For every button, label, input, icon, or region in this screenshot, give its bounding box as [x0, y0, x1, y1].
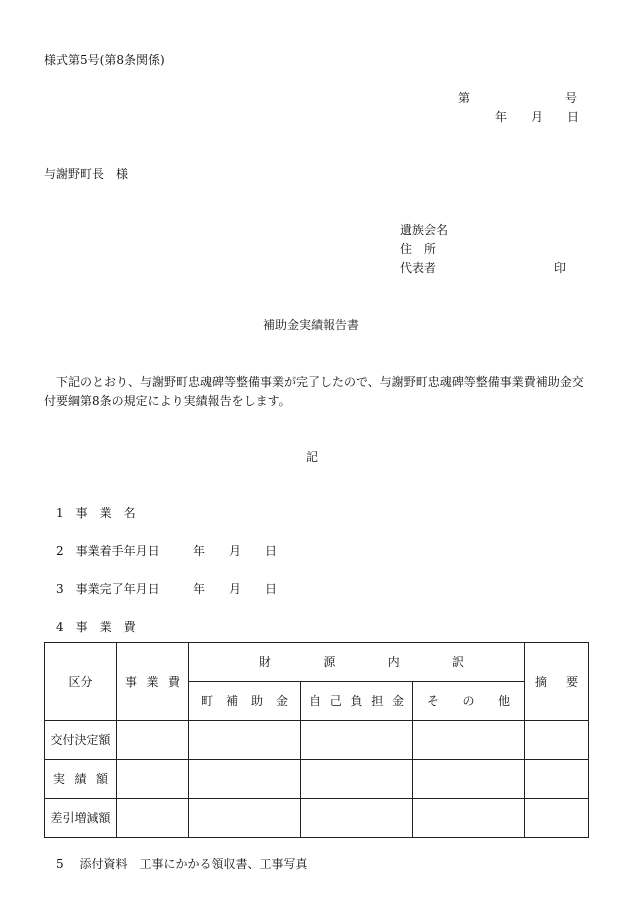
- table-cell: [525, 799, 589, 838]
- item-project-name: 1 事 業 名: [56, 506, 136, 520]
- applicant-rep-label: 代表者: [400, 261, 437, 275]
- cost-table: [44, 642, 589, 838]
- table-cell: [117, 799, 189, 838]
- header-project-cost: 事 業 費: [117, 643, 189, 721]
- applicant-address-label: 住 所: [400, 242, 437, 256]
- document-title: 補助金実績報告書: [263, 318, 360, 332]
- item-completion-date: 3 事業完了年月日: [56, 582, 160, 596]
- doc-number-go: 号: [565, 91, 578, 105]
- table-cell: [413, 721, 525, 760]
- ki-heading: 記: [306, 450, 319, 464]
- table-cell: [301, 799, 413, 838]
- table-cell: [525, 760, 589, 799]
- header-other: そ の 他: [413, 682, 525, 721]
- table-row: [45, 799, 589, 838]
- end-day: 日: [265, 582, 278, 596]
- table-cell: [301, 760, 413, 799]
- header-self-burden: 自 己 負 担 金: [301, 682, 413, 721]
- table-cell: [413, 760, 525, 799]
- table-cell: [117, 760, 189, 799]
- header-town-subsidy: 町 補 助 金: [189, 682, 301, 721]
- header-kubun: 区分: [45, 643, 117, 721]
- table-cell: [413, 799, 525, 838]
- applicant-org-label: 遺族会名: [400, 223, 449, 237]
- header-funding-breakdown: 財 源 内 訳: [189, 643, 525, 682]
- addressee: 与謝野町長 様: [44, 167, 129, 181]
- table-cell: [117, 721, 189, 760]
- table-cell: [189, 799, 301, 838]
- table-row: [45, 760, 589, 799]
- body-text-line1: 下記のとおり、与謝野町忠魂碑等整備事業が完了したので、与謝野町忠魂碑等整備事業費補助金交: [56, 375, 584, 389]
- row-label-difference: 差引増減額: [45, 799, 117, 838]
- table-cell: [189, 760, 301, 799]
- date-day: 日: [567, 110, 580, 124]
- table-row: [45, 721, 589, 760]
- row-label-decision-amount: 交付決定額: [45, 721, 117, 760]
- table-cell: [301, 721, 413, 760]
- seal-mark: 印: [554, 261, 567, 275]
- end-month: 月: [229, 582, 242, 596]
- table-cell: [525, 721, 589, 760]
- start-day: 日: [265, 544, 278, 558]
- row-label-actual-amount: 実 績 額: [45, 760, 117, 799]
- doc-number-dai: 第: [458, 91, 471, 105]
- form-label: 様式第5号(第8条関係): [44, 53, 165, 67]
- date-year: 年: [495, 110, 508, 124]
- date-month: 月: [531, 110, 544, 124]
- end-year: 年: [193, 582, 206, 596]
- header-remarks: 摘 要: [525, 643, 589, 721]
- table-cell: [189, 721, 301, 760]
- body-text-line2: 付要綱第8条の規定により実績報告をします。: [44, 394, 291, 408]
- start-year: 年: [193, 544, 206, 558]
- item-start-date: 2 事業着手年月日: [56, 544, 160, 558]
- item-project-cost: 4 事 業 費: [56, 620, 136, 634]
- start-month: 月: [229, 544, 242, 558]
- item-attachments: 5 添付資料 工事にかかる領収書、工事写真: [56, 857, 308, 871]
